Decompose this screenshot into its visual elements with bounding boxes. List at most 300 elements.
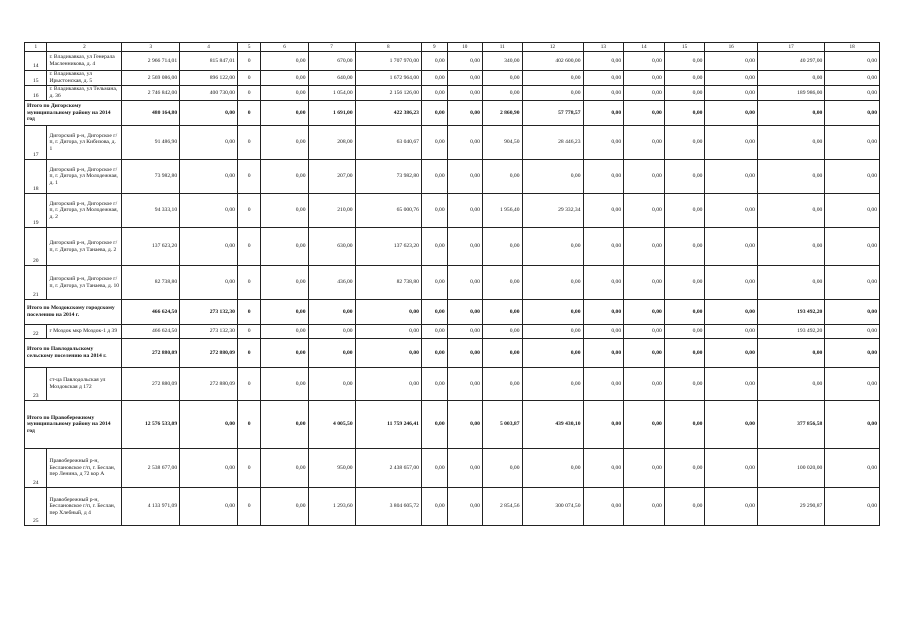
total-label: Итого по Моздокскому городскому поселению на 2014 г. xyxy=(25,300,122,325)
value-cell: 2 569 086,00 xyxy=(122,71,180,86)
value-cell: 0,00 xyxy=(421,101,447,126)
value-cell: 0,00 xyxy=(522,300,583,325)
value-cell: 0,00 xyxy=(705,401,757,449)
value-cell: 0,00 xyxy=(825,368,880,401)
value-cell: 0 xyxy=(237,86,261,101)
address-cell: г Моздок мкр Моздок-1 д 39 xyxy=(47,325,122,339)
value-cell: 0,00 xyxy=(261,126,308,160)
value-cell: 1 054,00 xyxy=(308,86,355,101)
value-cell: 0,00 xyxy=(757,160,824,194)
value-cell: 0,00 xyxy=(583,449,624,488)
value-cell: 0,00 xyxy=(705,194,757,228)
value-cell: 1 691,00 xyxy=(308,101,355,126)
value-cell: 193 492,20 xyxy=(757,300,824,325)
value-cell: 0,00 xyxy=(583,401,624,449)
address-cell: Правобережный р-н, Беслановское г/п, г. Беслан, пер Хлебный, д 4 xyxy=(47,488,122,526)
value-cell: 273 132,30 xyxy=(180,300,238,325)
table-row xyxy=(25,52,880,71)
value-cell: 0,00 xyxy=(180,126,238,160)
value-cell: 0,00 xyxy=(825,71,880,86)
value-cell: 0,00 xyxy=(825,160,880,194)
value-cell: 0,00 xyxy=(624,449,665,488)
row-number: 23 xyxy=(25,368,47,401)
value-cell: 0 xyxy=(237,488,261,526)
value-cell: 0,00 xyxy=(825,101,880,126)
value-cell: 0,00 xyxy=(825,488,880,526)
row-number: 22 xyxy=(25,325,47,339)
value-cell: 0,00 xyxy=(421,368,447,401)
column-number-15: 15 xyxy=(664,43,705,52)
table-row xyxy=(25,160,880,194)
value-cell: 0,00 xyxy=(447,86,482,101)
value-cell: 193 492,20 xyxy=(757,325,824,339)
value-cell: 0,00 xyxy=(261,300,308,325)
total-label: Итого по Правобережному муниципальному району на 2014 год xyxy=(25,401,122,449)
value-cell: 0,00 xyxy=(261,401,308,449)
value-cell: 0,00 xyxy=(308,300,355,325)
value-cell: 137 623,20 xyxy=(355,228,421,266)
value-cell: 82 738,80 xyxy=(122,266,180,300)
value-cell: 0,00 xyxy=(583,368,624,401)
value-cell: 0,00 xyxy=(705,52,757,71)
value-cell: 0,00 xyxy=(261,71,308,86)
value-cell: 0,00 xyxy=(261,449,308,488)
value-cell: 0,00 xyxy=(705,86,757,101)
value-cell: 0,00 xyxy=(482,86,522,101)
value-cell: 0 xyxy=(237,160,261,194)
value-cell: 0,00 xyxy=(583,488,624,526)
column-number-18: 18 xyxy=(825,43,880,52)
value-cell: 0,00 xyxy=(705,101,757,126)
value-cell: 0,00 xyxy=(447,488,482,526)
value-cell: 0,00 xyxy=(825,300,880,325)
value-cell: 0,00 xyxy=(757,266,824,300)
column-number-16: 16 xyxy=(705,43,757,52)
value-cell: 0,00 xyxy=(825,401,880,449)
total-row xyxy=(25,101,880,126)
column-number-12: 12 xyxy=(522,43,583,52)
value-cell: 0,00 xyxy=(825,266,880,300)
value-cell: 0,00 xyxy=(705,126,757,160)
value-cell: 0,00 xyxy=(825,339,880,368)
value-cell: 0,00 xyxy=(447,266,482,300)
total-row xyxy=(25,339,880,368)
value-cell: 0,00 xyxy=(421,126,447,160)
value-cell: 0,00 xyxy=(705,339,757,368)
value-cell: 480 164,80 xyxy=(122,101,180,126)
total-row xyxy=(25,300,880,325)
value-cell: 0,00 xyxy=(421,325,447,339)
value-cell: 2 860,90 xyxy=(482,101,522,126)
value-cell: 0 xyxy=(237,401,261,449)
row-number: 25 xyxy=(25,488,47,526)
header-row xyxy=(25,43,880,52)
row-number: 18 xyxy=(25,160,47,194)
value-cell: 0,00 xyxy=(421,160,447,194)
value-cell: 2 156 126,00 xyxy=(355,86,421,101)
value-cell: 0,00 xyxy=(482,160,522,194)
value-cell: 82 738,80 xyxy=(355,266,421,300)
row-number: 17 xyxy=(25,126,47,160)
value-cell: 0,00 xyxy=(522,228,583,266)
value-cell: 0 xyxy=(237,368,261,401)
column-number-13: 13 xyxy=(583,43,624,52)
column-number-4: 4 xyxy=(180,43,238,52)
value-cell: 272 880,09 xyxy=(122,339,180,368)
value-cell: 0,00 xyxy=(261,266,308,300)
value-cell: 0,00 xyxy=(664,401,705,449)
value-cell: 0,00 xyxy=(447,101,482,126)
value-cell: 0,00 xyxy=(757,101,824,126)
address-cell: Дигорский р-н, Дигорское г/п, г. Дигора, ул Танаева, д. 10 xyxy=(47,266,122,300)
value-cell: 210,00 xyxy=(308,194,355,228)
value-cell: 0,00 xyxy=(664,228,705,266)
value-cell: 4 005,50 xyxy=(308,401,355,449)
value-cell: 0 xyxy=(237,228,261,266)
column-number-9: 9 xyxy=(421,43,447,52)
value-cell: 73 982,80 xyxy=(122,160,180,194)
value-cell: 94 333,10 xyxy=(122,194,180,228)
value-cell: 0,00 xyxy=(664,339,705,368)
value-cell: 0,00 xyxy=(624,71,665,86)
value-cell: 0,00 xyxy=(705,160,757,194)
value-cell: 0,00 xyxy=(705,300,757,325)
value-cell: 0,00 xyxy=(664,160,705,194)
value-cell: 0 xyxy=(237,52,261,71)
value-cell: 0,00 xyxy=(624,401,665,449)
value-cell: 0,00 xyxy=(482,368,522,401)
value-cell: 2 854,56 xyxy=(482,488,522,526)
value-cell: 0,00 xyxy=(664,449,705,488)
value-cell: 0,00 xyxy=(261,160,308,194)
value-cell: 1 672 964,00 xyxy=(355,71,421,86)
value-cell: 0,00 xyxy=(482,300,522,325)
value-cell: 400 730,00 xyxy=(180,86,238,101)
address-cell: г. Владикавказ, ул Тельмана, д. 36 xyxy=(47,86,122,101)
value-cell: 0,00 xyxy=(624,228,665,266)
value-cell: 0,00 xyxy=(624,300,665,325)
value-cell: 273 132,30 xyxy=(180,325,238,339)
value-cell: 0,00 xyxy=(355,368,421,401)
value-cell: 0,00 xyxy=(705,71,757,86)
value-cell: 0,00 xyxy=(522,160,583,194)
value-cell: 0,00 xyxy=(355,339,421,368)
value-cell: 2 438 657,00 xyxy=(355,449,421,488)
value-cell: 439 430,10 xyxy=(522,401,583,449)
value-cell: 0,00 xyxy=(447,228,482,266)
value-cell: 0,00 xyxy=(583,325,624,339)
value-cell: 0,00 xyxy=(261,228,308,266)
value-cell: 0,00 xyxy=(757,126,824,160)
address-cell: Дигорский р-н, Дигорское г/п, г. Дигора, ул Молодежная, д. 2 xyxy=(47,194,122,228)
table-row xyxy=(25,266,880,300)
value-cell: 0,00 xyxy=(180,488,238,526)
value-cell: 0,00 xyxy=(522,86,583,101)
value-cell: 0,00 xyxy=(705,368,757,401)
value-cell: 0,00 xyxy=(624,52,665,71)
value-cell: 0,00 xyxy=(825,194,880,228)
value-cell: 377 856,58 xyxy=(757,401,824,449)
column-number-10: 10 xyxy=(447,43,482,52)
value-cell: 815 847,01 xyxy=(180,52,238,71)
value-cell: 0,00 xyxy=(522,325,583,339)
value-cell: 0,00 xyxy=(447,160,482,194)
value-cell: 0 xyxy=(237,449,261,488)
table-row xyxy=(25,228,880,266)
value-cell: 0,00 xyxy=(180,228,238,266)
value-cell: 0,00 xyxy=(757,339,824,368)
value-cell: 0,00 xyxy=(421,449,447,488)
value-cell: 0,00 xyxy=(447,300,482,325)
column-number-14: 14 xyxy=(624,43,665,52)
value-cell: 0,00 xyxy=(421,228,447,266)
value-cell: 0,00 xyxy=(664,325,705,339)
value-cell: 0,00 xyxy=(482,449,522,488)
value-cell: 0,00 xyxy=(261,368,308,401)
value-cell: 29 332,34 xyxy=(522,194,583,228)
value-cell: 0,00 xyxy=(664,194,705,228)
value-cell: 0 xyxy=(237,126,261,160)
address-cell: Правобережный р-н, Беслановское г/п, г. Беслан, пер Ленина, д 72 кор А xyxy=(47,449,122,488)
value-cell: 0,00 xyxy=(757,194,824,228)
value-cell: 0,00 xyxy=(308,368,355,401)
value-cell: 0,00 xyxy=(825,325,880,339)
value-cell: 0,00 xyxy=(624,325,665,339)
value-cell: 0,00 xyxy=(825,86,880,101)
address-cell: ст-ца Павлодольская ул Моздокская д 172 xyxy=(47,368,122,401)
value-cell: 28 446,23 xyxy=(522,126,583,160)
value-cell: 65 000,76 xyxy=(355,194,421,228)
value-cell: 29 290,87 xyxy=(757,488,824,526)
value-cell: 0,00 xyxy=(180,401,238,449)
value-cell: 0,00 xyxy=(180,160,238,194)
value-cell: 340,00 xyxy=(482,52,522,71)
value-cell: 0,00 xyxy=(261,488,308,526)
column-number-6: 6 xyxy=(261,43,308,52)
value-cell: 0,00 xyxy=(705,325,757,339)
row-number: 20 xyxy=(25,228,47,266)
value-cell: 0 xyxy=(237,194,261,228)
value-cell: 300 074,50 xyxy=(522,488,583,526)
value-cell: 0,00 xyxy=(421,194,447,228)
column-number-8: 8 xyxy=(355,43,421,52)
value-cell: 0,00 xyxy=(664,368,705,401)
value-cell: 63 040,67 xyxy=(355,126,421,160)
value-cell: 0,00 xyxy=(447,71,482,86)
value-cell: 0,00 xyxy=(757,71,824,86)
value-cell: 12 576 533,09 xyxy=(122,401,180,449)
value-cell: 0,00 xyxy=(624,339,665,368)
address-cell: Дигорский р-н, Дигорское г/п, г. Дигора, ул Танаева, д. 2 xyxy=(47,228,122,266)
value-cell: 207,00 xyxy=(308,160,355,194)
value-cell: 466 624,50 xyxy=(122,300,180,325)
value-cell: 0,00 xyxy=(583,126,624,160)
value-cell: 91 486,90 xyxy=(122,126,180,160)
value-cell: 0,00 xyxy=(180,449,238,488)
value-cell: 0,00 xyxy=(482,71,522,86)
row-number: 21 xyxy=(25,266,47,300)
value-cell: 0,00 xyxy=(757,368,824,401)
table-row xyxy=(25,488,880,526)
value-cell: 0,00 xyxy=(421,52,447,71)
table-row xyxy=(25,86,880,101)
value-cell: 0,00 xyxy=(180,194,238,228)
value-cell: 189 986,00 xyxy=(757,86,824,101)
value-cell: 0,00 xyxy=(664,126,705,160)
value-cell: 3 804 605,72 xyxy=(355,488,421,526)
value-cell: 0,00 xyxy=(421,300,447,325)
value-cell: 0,00 xyxy=(447,339,482,368)
address-cell: Дигорский р-н, Дигорское г/п, г. Дигора, ул Молодежная, д. 1 xyxy=(47,160,122,194)
value-cell: 0,00 xyxy=(447,401,482,449)
row-number: 19 xyxy=(25,194,47,228)
value-cell: 0,00 xyxy=(261,325,308,339)
value-cell: 0,00 xyxy=(355,325,421,339)
value-cell: 630,00 xyxy=(308,228,355,266)
value-cell: 0,00 xyxy=(583,300,624,325)
value-cell: 0,00 xyxy=(624,126,665,160)
value-cell: 0,00 xyxy=(583,52,624,71)
value-cell: 0,00 xyxy=(308,339,355,368)
value-cell: 0,00 xyxy=(583,101,624,126)
value-cell: 0,00 xyxy=(825,126,880,160)
value-cell: 0,00 xyxy=(664,86,705,101)
value-cell: 0,00 xyxy=(447,325,482,339)
address-cell: г. Владикавказ, ул Генерала Масленникова, д. 4 xyxy=(47,52,122,71)
value-cell: 0,00 xyxy=(447,449,482,488)
data-table xyxy=(24,42,880,526)
value-cell: 0,00 xyxy=(583,194,624,228)
value-cell: 0,00 xyxy=(261,101,308,126)
value-cell: 208,00 xyxy=(308,126,355,160)
value-cell: 0,00 xyxy=(705,228,757,266)
value-cell: 436,00 xyxy=(308,266,355,300)
table-row xyxy=(25,325,880,339)
value-cell: 0,00 xyxy=(261,339,308,368)
value-cell: 0,00 xyxy=(482,325,522,339)
row-number: 24 xyxy=(25,449,47,488)
value-cell: 0,00 xyxy=(522,449,583,488)
value-cell: 100 020,00 xyxy=(757,449,824,488)
value-cell: 1 956,40 xyxy=(482,194,522,228)
value-cell: 0,00 xyxy=(421,401,447,449)
value-cell: 0,00 xyxy=(825,52,880,71)
value-cell: 0,00 xyxy=(664,300,705,325)
value-cell: 0,00 xyxy=(447,52,482,71)
value-cell: 0,00 xyxy=(624,101,665,126)
value-cell: 0,00 xyxy=(421,71,447,86)
value-cell: 57 778,57 xyxy=(522,101,583,126)
value-cell: 2 966 714,01 xyxy=(122,52,180,71)
value-cell: 0,00 xyxy=(583,71,624,86)
table-row xyxy=(25,71,880,86)
value-cell: 272 880,09 xyxy=(122,368,180,401)
value-cell: 0,00 xyxy=(421,339,447,368)
value-cell: 0,00 xyxy=(583,266,624,300)
value-cell: 0,00 xyxy=(308,325,355,339)
value-cell: 1 293,60 xyxy=(308,488,355,526)
row-number: 14 xyxy=(25,52,47,71)
column-number-17: 17 xyxy=(757,43,824,52)
value-cell: 2 538 677,00 xyxy=(122,449,180,488)
address-cell: г. Владикавказ, ул Ирыстонская, д. 5 xyxy=(47,71,122,86)
value-cell: 0,00 xyxy=(705,266,757,300)
value-cell: 904,50 xyxy=(482,126,522,160)
value-cell: 950,00 xyxy=(308,449,355,488)
value-cell: 0,00 xyxy=(522,71,583,86)
value-cell: 0,00 xyxy=(825,449,880,488)
total-label: Итого по Павлодольскому сельскому поселению на 2014 г. xyxy=(25,339,122,368)
total-label: Итого по Дигорскому муниципальному району на 2014 год xyxy=(25,101,122,126)
value-cell: 0,00 xyxy=(757,228,824,266)
value-cell: 0,00 xyxy=(261,194,308,228)
value-cell: 0,00 xyxy=(664,101,705,126)
value-cell: 0,00 xyxy=(583,86,624,101)
value-cell: 0,00 xyxy=(624,488,665,526)
value-cell: 0,00 xyxy=(447,126,482,160)
value-cell: 0,00 xyxy=(705,449,757,488)
value-cell: 0,00 xyxy=(624,368,665,401)
value-cell: 2 746 842,00 xyxy=(122,86,180,101)
value-cell: 0,00 xyxy=(705,488,757,526)
value-cell: 0,00 xyxy=(180,266,238,300)
value-cell: 4 133 971,09 xyxy=(122,488,180,526)
row-number: 16 xyxy=(25,86,47,101)
value-cell: 640,00 xyxy=(308,71,355,86)
value-cell: 0,00 xyxy=(482,266,522,300)
value-cell: 0,00 xyxy=(624,194,665,228)
value-cell: 0,00 xyxy=(583,339,624,368)
value-cell: 670,00 xyxy=(308,52,355,71)
value-cell: 272 880,09 xyxy=(180,339,238,368)
value-cell: 0,00 xyxy=(664,71,705,86)
column-number-2: 2 xyxy=(47,43,122,52)
column-number-7: 7 xyxy=(308,43,355,52)
value-cell: 0 xyxy=(237,101,261,126)
value-cell: 0,00 xyxy=(261,86,308,101)
value-cell: 0 xyxy=(237,266,261,300)
value-cell: 0,00 xyxy=(664,488,705,526)
column-number-11: 11 xyxy=(482,43,522,52)
value-cell: 422 386,23 xyxy=(355,101,421,126)
value-cell: 0 xyxy=(237,300,261,325)
value-cell: 0,00 xyxy=(664,52,705,71)
value-cell: 0,00 xyxy=(482,339,522,368)
document-sheet xyxy=(24,42,880,526)
value-cell: 0,00 xyxy=(522,368,583,401)
column-number-5: 5 xyxy=(237,43,261,52)
value-cell: 0,00 xyxy=(355,300,421,325)
table-row xyxy=(25,449,880,488)
value-cell: 0,00 xyxy=(522,339,583,368)
value-cell: 0,00 xyxy=(447,194,482,228)
value-cell: 0 xyxy=(237,339,261,368)
column-number-1: 1 xyxy=(25,43,47,52)
value-cell: 0,00 xyxy=(624,266,665,300)
value-cell: 0,00 xyxy=(421,86,447,101)
value-cell: 73 982,80 xyxy=(355,160,421,194)
value-cell: 1 707 970,00 xyxy=(355,52,421,71)
value-cell: 0,00 xyxy=(447,368,482,401)
table-row xyxy=(25,126,880,160)
row-number: 15 xyxy=(25,71,47,86)
total-row xyxy=(25,401,880,449)
value-cell: 466 624,50 xyxy=(122,325,180,339)
value-cell: 40 297,00 xyxy=(757,52,824,71)
value-cell: 0 xyxy=(237,325,261,339)
value-cell: 11 759 246,41 xyxy=(355,401,421,449)
table-row xyxy=(25,194,880,228)
